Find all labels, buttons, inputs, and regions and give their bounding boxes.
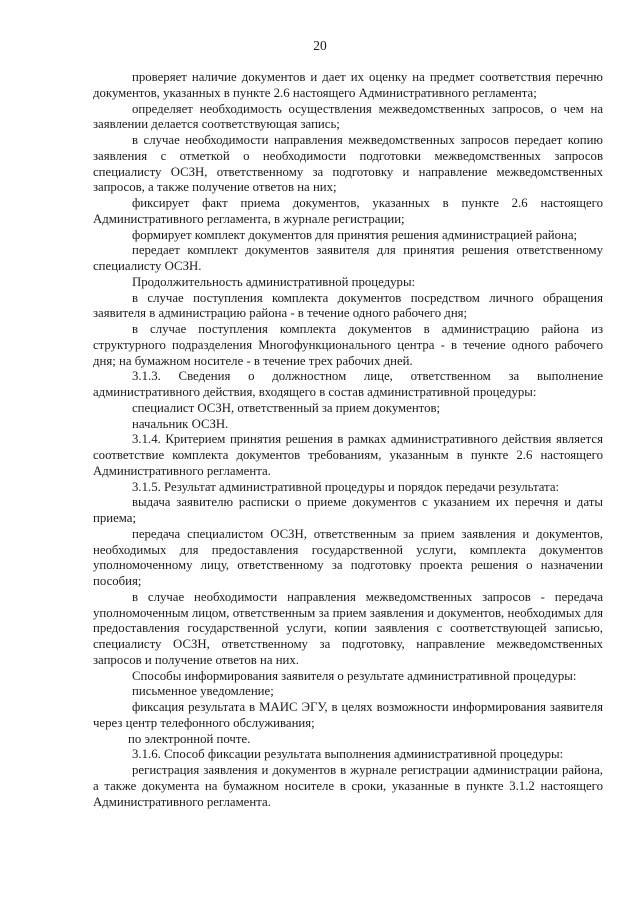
- paragraph: передает комплект документов заявителя для принятия решения ответственному специалисту ОСЗН.: [93, 243, 603, 273]
- paragraph: 3.1.4. Критерием принятия решения в рамках административного действия является соответствие комплекта документов требованиям, указанным в пункте 2.6 настоящего Административного регламента.: [93, 432, 603, 478]
- paragraph: формирует комплект документов для принятия решения администрацией района;: [132, 227, 578, 242]
- paragraph: фиксация результата в МАИС ЭГУ, в целях возможности информирования заявителя через центр телефонного обслуживания;: [93, 700, 603, 730]
- paragraph: начальник ОСЗН.: [132, 416, 229, 431]
- paragraph: определяет необходимость осуществления межведомственных запросов, о чем на заявлении делается соответствующая запись;: [93, 101, 603, 132]
- paragraph: в случае поступления комплекта документов посредством личного обращения заявителя в администрацию района - в течение одного рабочего дня;: [93, 290, 603, 321]
- paragraph: в случае необходимости направления межведомственных запросов - передача уполномоченным лицом, ответственным за прием заявления и документов, необходимых для предоставления государственной услуги, копии заявления с соответствующей записью, специалисту ОСЗН, ответственному за подготовку, направление межведомственных запросов и получение ответов на них.: [93, 589, 603, 667]
- document-body: [93, 70, 603, 810]
- page-number: 20: [313, 38, 327, 53]
- paragraph: 3.1.3. Сведения о должностном лице, ответственном за выполнение административного действия, входящего в состав административной процедуры:: [93, 369, 603, 399]
- paragraph: специалист ОСЗН, ответственный за прием документов;: [132, 400, 441, 415]
- paragraph: письменное уведомление;: [132, 684, 274, 699]
- paragraph: 3.1.5. Результат административной процедуры и порядок передачи результата:: [132, 479, 560, 494]
- paragraph: Продолжительность административной процедуры:: [132, 274, 416, 289]
- paragraph: 3.1.6. Способ фиксации результата выполнения административной процедуры:: [132, 747, 564, 762]
- paragraph: в случае поступления комплекта документов в администрацию района из структурного подразделения Многофункционального центра - в течение одного рабочего дня; на бумажном носителе - в течение трех рабочих дней.: [93, 322, 603, 368]
- paragraph: выдача заявителю расписки о приеме документов с указанием их перечня и даты приема;: [93, 495, 603, 525]
- paragraph: передача специалистом ОСЗН, ответственным за прием заявления и документов, необходимых для предоставления государственной услуги, комплекта документов уполномоченному лицу, ответственному за подготовку проекта решения о назначении пособия;: [93, 526, 603, 588]
- paragraph: фиксирует факт приема документов, указанных в пункте 2.6 настоящего Административного регламента, в журнале регистрации;: [93, 196, 603, 226]
- paragraph: по электронной почте.: [128, 731, 251, 746]
- paragraph: Способы информирования заявителя о результате административной процедуры:: [132, 668, 577, 683]
- paragraph: регистрация заявления и документов в журнале регистрации администрации района, а также документа на бумажном носителе в сроки, указанные в пункте 3.1.2 настоящего Административного регламента.: [93, 763, 603, 809]
- paragraph: в случае необходимости направления межведомственных запросов передает копию заявления с отметкой о необходимости подготовки межведомственных запросов специалисту ОСЗН, ответственному за подготовку и направление межведомственных запросов, а также получение ответов на них;: [93, 133, 603, 195]
- paragraph: проверяет наличие документов и дает их оценку на предмет соответствия перечню документов, указанных в пункте 2.6 настоящего Административного регламента;: [93, 70, 603, 100]
